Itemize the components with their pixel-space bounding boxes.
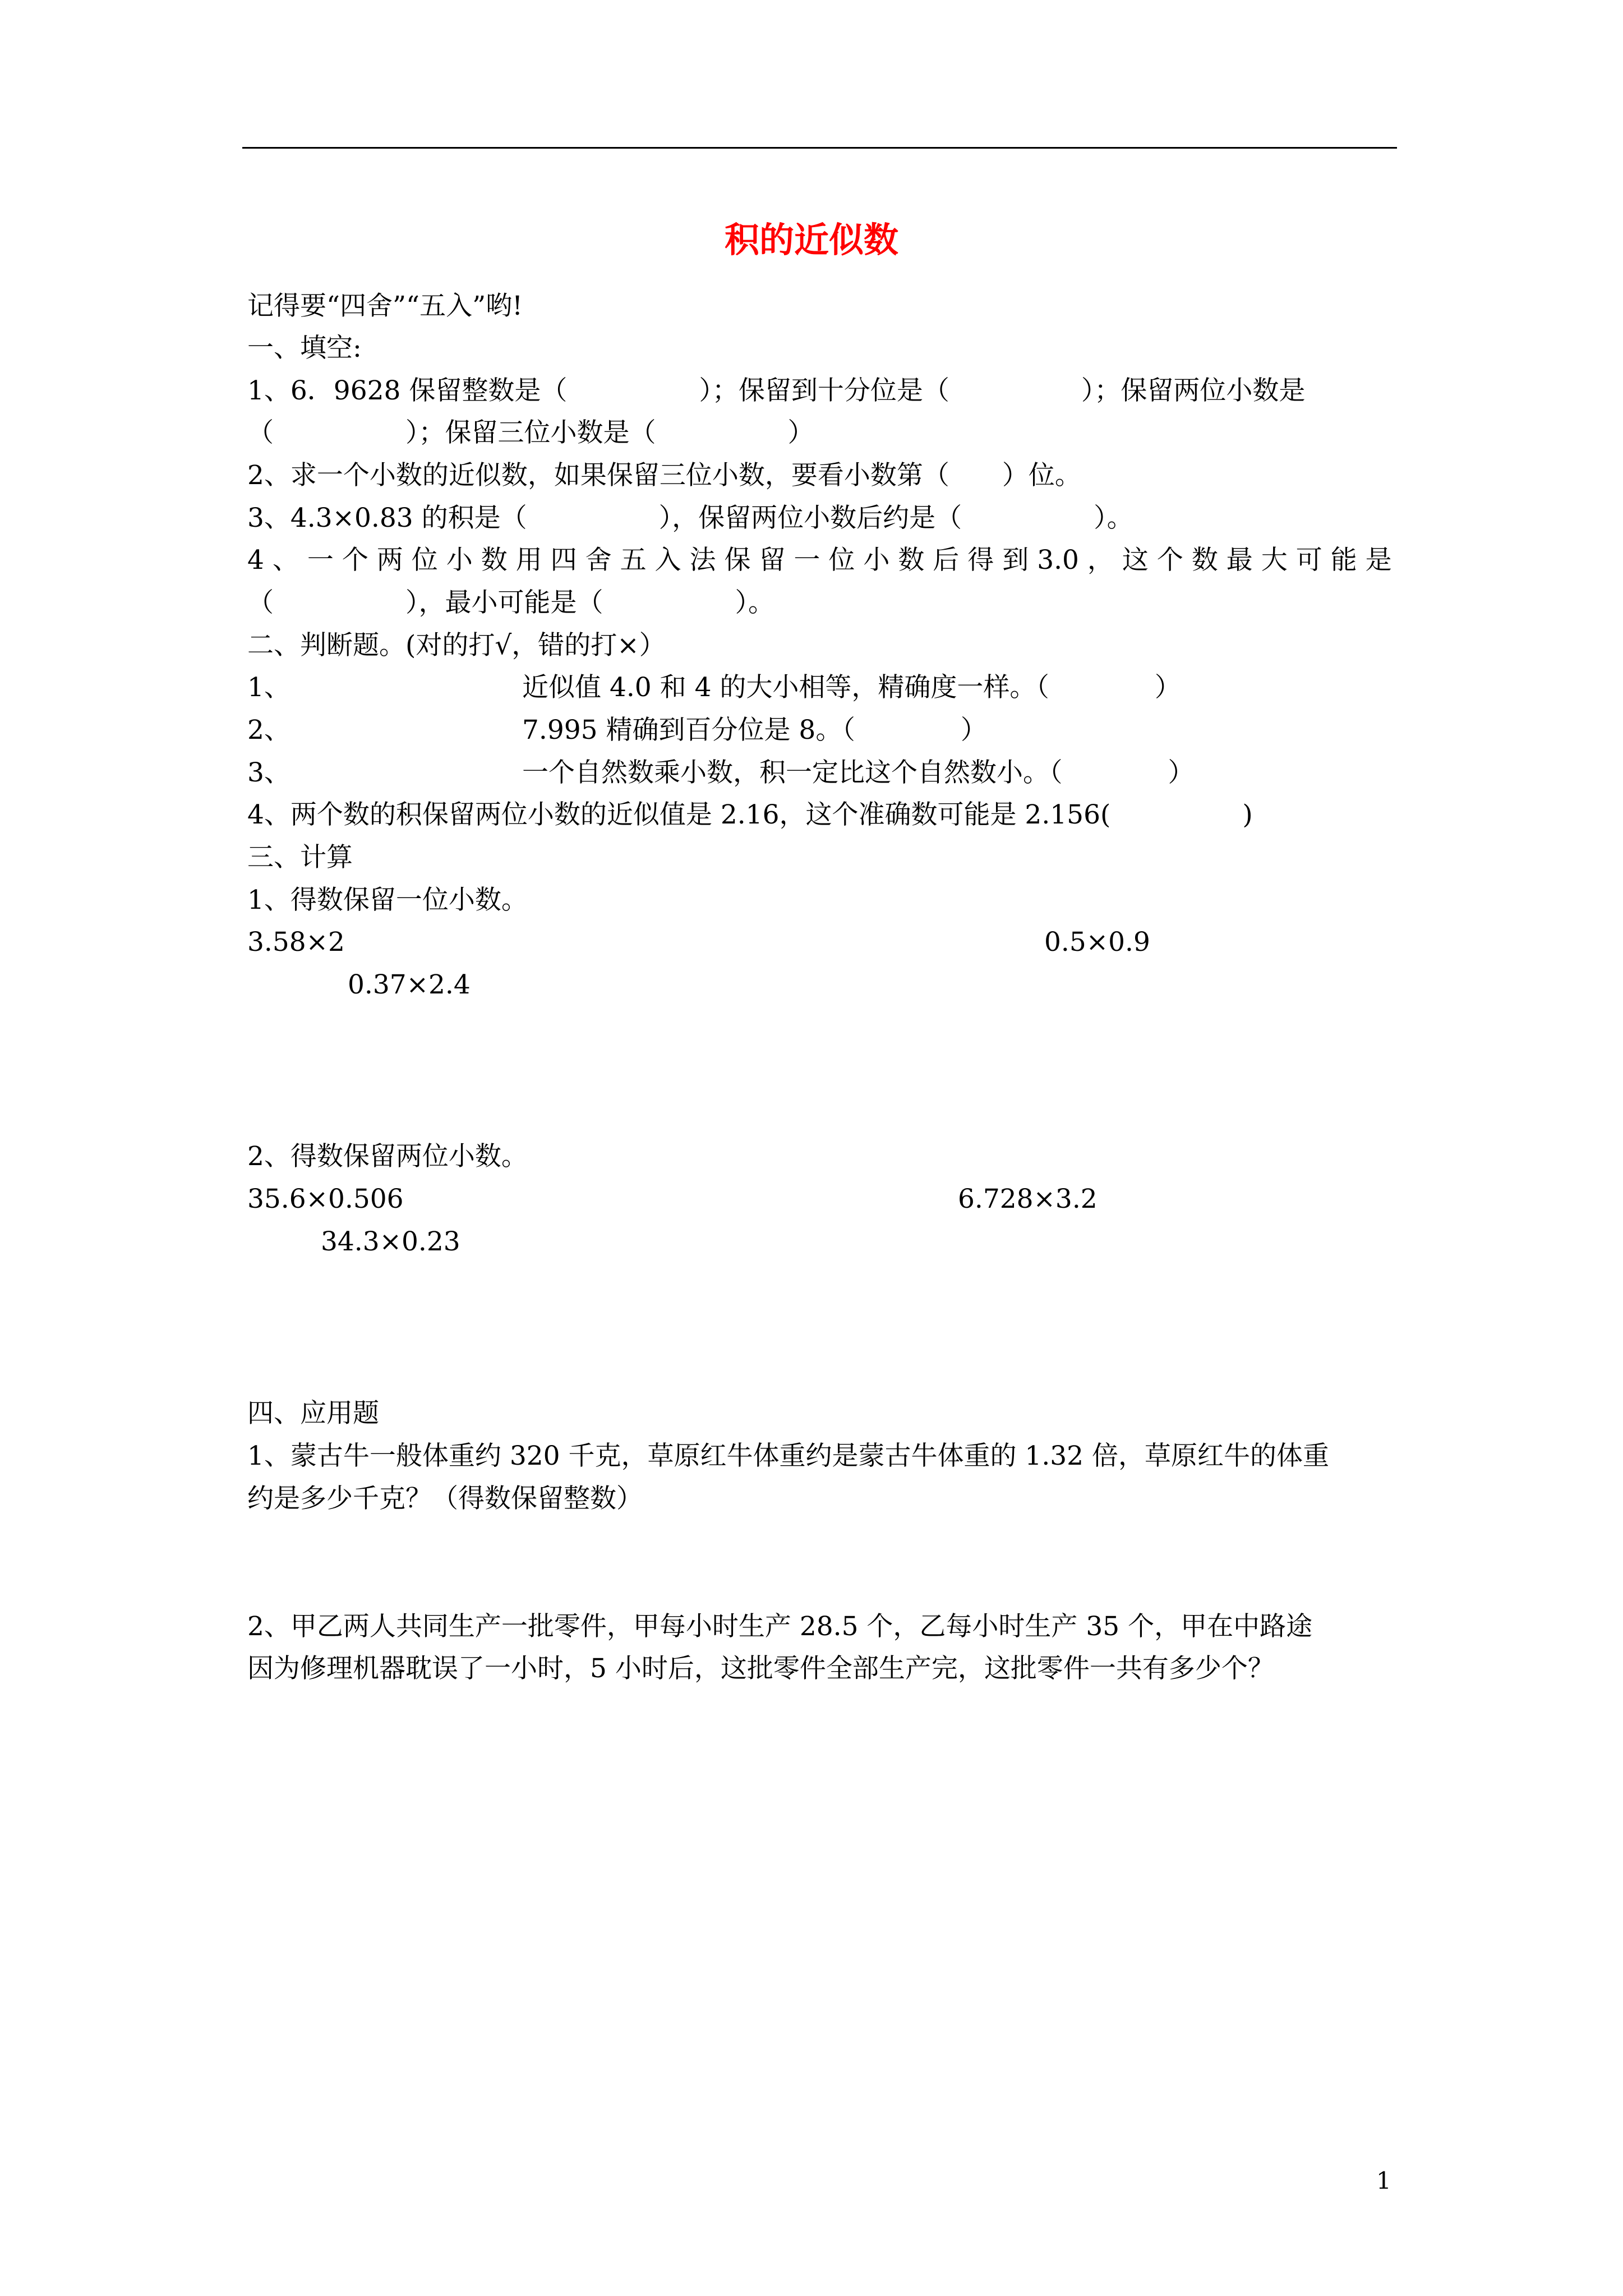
judge-item-4: 4、两个数的积保留两位小数的近似值是 2.16，这个准确数可能是 2.156( ) <box>247 799 1253 830</box>
q4-line1-char: 大 <box>1261 545 1288 576</box>
section3-heading: 三、计算 <box>247 842 353 873</box>
q4-line1-char: 得 <box>967 545 994 576</box>
q1-line2: （ ）；保留三位小数是（ ） <box>247 417 814 448</box>
header-rule <box>242 147 1397 149</box>
q4-line1-char: 小 <box>863 545 890 576</box>
calc-part1-label: 1、得数保留一位小数。 <box>247 885 528 915</box>
q4-line1-char: 舍 <box>585 545 612 576</box>
q4-line1-char: ， <box>1087 545 1114 576</box>
calc-expr-3: 0.37×2.4 <box>348 969 471 1000</box>
q4-line1-char: 小 <box>446 545 473 576</box>
judge-item-1-text: 近似值 4.0 和 4 的大小相等，精确度一样。（ ） <box>522 672 1181 703</box>
q4-line1-char: 个 <box>342 545 368 576</box>
problem-2-line1: 2、甲乙两人共同生产一批零件，甲每小时生产 28.5 个，乙每小时生产 35 个，甲在中路途 <box>247 1611 1313 1642</box>
q4-line2: （ ），最小可能是（ ）。 <box>247 587 774 618</box>
problem-2-line2: 因为修理机器耽误了一小时，5 小时后，这批零件全部生产完，这批零件一共有多少个？ <box>247 1653 1274 1684</box>
judge-item-3-num: 3、 <box>247 757 291 788</box>
q4-line1-char: 法 <box>689 545 716 576</box>
calc-part2-label: 2、得数保留两位小数。 <box>247 1141 528 1172</box>
q4-line1-char: 两 <box>376 545 403 576</box>
q4-line1-char: 到 <box>1002 545 1029 576</box>
q4-line1-char: 留 <box>759 545 786 576</box>
q4-line1-char: 这 <box>1122 545 1149 576</box>
q4-line1-char: 五 <box>620 545 647 576</box>
q4-line1-char: 一 <box>307 545 334 576</box>
judge-item-2-text: 7.995 精确到百分位是 8。（ ） <box>522 715 987 746</box>
q4-line1 <box>247 544 1392 577</box>
q3-text: 3、4.3×0.83 的积是（ ），保留两位小数后约是（ ）。 <box>247 503 1133 533</box>
q4-line1-char: 四 <box>550 545 577 576</box>
q4-line1-char: 位 <box>828 545 855 576</box>
q4-line1-char: 4 <box>247 545 264 576</box>
problem-1-line2: 约是多少千克？（得数保留整数） <box>247 1483 643 1514</box>
q1-line1: 1、6．9628 保留整数是（ ）；保留到十分位是（ ）；保留两位小数是 <box>247 375 1306 406</box>
calc-expr-4: 35.6×0.506 <box>247 1184 404 1214</box>
q4-line1-char: 数 <box>481 545 508 576</box>
page-title: 积的近似数 <box>724 219 898 260</box>
q4-line1-char: 一 <box>794 545 820 576</box>
q2-text: 2、求一个小数的近似数，如果保留三位小数，要看小数第（ ）位。 <box>247 460 1081 491</box>
q4-line1-char: 最 <box>1226 545 1253 576</box>
q4-line1-char: 数 <box>898 545 925 576</box>
calc-expr-1: 3.58×2 <box>247 927 345 958</box>
judge-item-1-num: 1、 <box>247 672 291 703</box>
calc-expr-2: 0.5×0.9 <box>1044 927 1150 958</box>
q4-line1-char: 入 <box>654 545 681 576</box>
section1-heading: 一、填空: <box>247 333 362 364</box>
section4-heading: 四、应用题 <box>247 1398 379 1429</box>
q4-line1-char: 是 <box>1365 545 1392 576</box>
q4-line1-char: 后 <box>933 545 960 576</box>
judge-item-3-text: 一个自然数乘小数，积一定比这个自然数小。（ ） <box>522 757 1195 788</box>
q4-line1-char: 用 <box>515 545 542 576</box>
page-number: 1 <box>1376 2167 1391 2194</box>
section2-heading: 二、判断题。(对的打√，错的打×） <box>247 630 666 661</box>
intro-text: 记得要“四舍”“五入”哟! <box>247 291 523 321</box>
problem-1-line1: 1、蒙古牛一般体重约 320 千克，草原红牛体重约是蒙古牛体重的 1.32 倍，草原红牛的体重 <box>247 1441 1330 1471</box>
q4-line1-char: 位 <box>411 545 438 576</box>
q4-line1-char: 、 <box>272 545 299 576</box>
q4-line1-char: 保 <box>724 545 751 576</box>
calc-expr-6: 34.3×0.23 <box>321 1226 460 1257</box>
q4-line1-char: 可 <box>1295 545 1322 576</box>
calc-expr-5: 6.728×3.2 <box>958 1184 1098 1214</box>
q4-line1-char: 能 <box>1330 545 1357 576</box>
q4-line1-char: 数 <box>1191 545 1218 576</box>
judge-item-2-num: 2、 <box>247 715 291 746</box>
q4-line1-char: 个 <box>1156 545 1183 576</box>
q4-line1-char: 3.0 <box>1037 545 1079 576</box>
